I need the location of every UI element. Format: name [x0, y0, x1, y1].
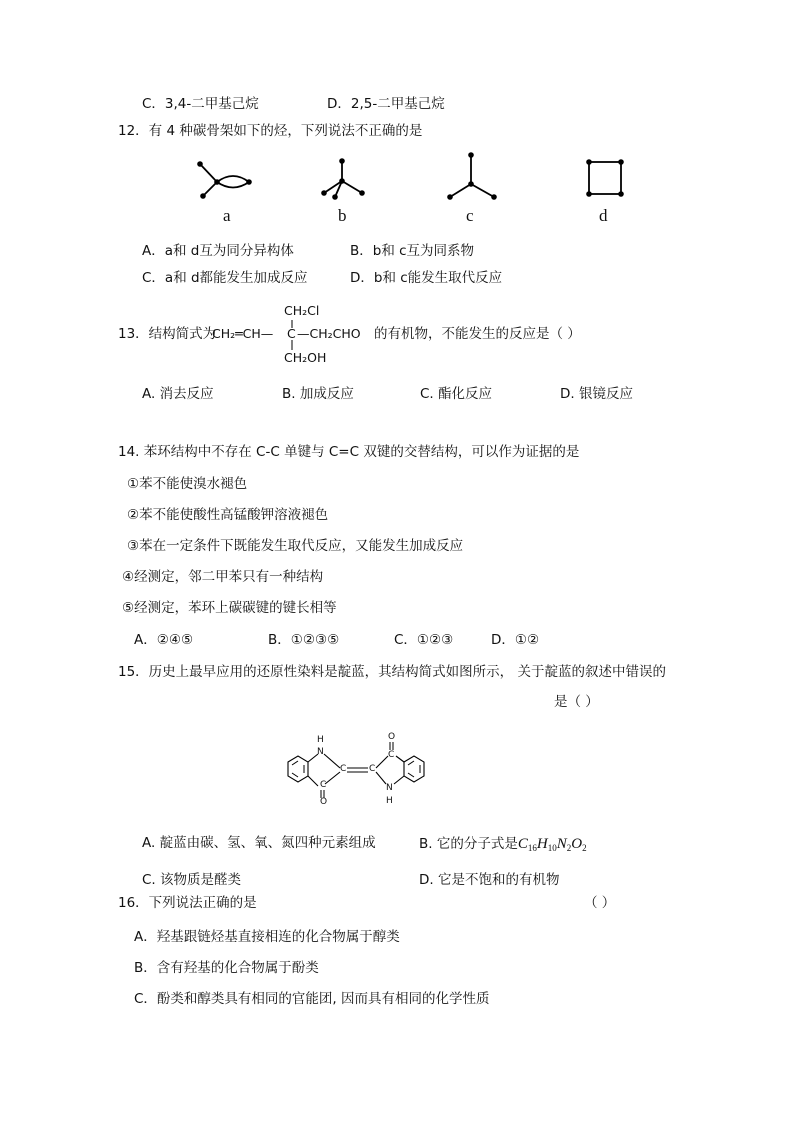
q15-molecular-formula: $C_{16}H_{10}N_2O_2$	[517, 836, 587, 853]
q12-option-d: D．b和 c能发生取代反应	[350, 270, 503, 286]
q16-answer-paren: （ ）	[584, 895, 616, 911]
q13-option-c: C. 酯化反应	[420, 386, 493, 402]
indigo-atom-o-bottom: O	[320, 797, 328, 807]
indigo-atom-h-top: H	[317, 735, 324, 745]
q13-option-d: D. 银镜反应	[560, 386, 633, 402]
skeleton-c-label: c	[466, 206, 474, 225]
q15-option-a: A. 靛蓝由碳、氢、氧、氮四种元素组成	[142, 835, 376, 851]
q15-option-b	[419, 837, 587, 853]
q13-option-a: A. 消去反应	[142, 386, 214, 402]
q14-option-b: B．①②③⑤	[268, 632, 340, 648]
indigo-atom-c-bottom-left: C	[320, 780, 327, 790]
q14-item-1: ①苯不能使溴水褪色	[127, 476, 248, 492]
q13-stem-suffix: 的有机物，不能发生的反应是（ ）	[374, 326, 581, 342]
skeleton-a	[195, 160, 255, 200]
q14-item-3: ③苯在一定条件下既能发生取代反应，又能发生加成反应	[127, 538, 464, 554]
skeleton-d	[584, 158, 628, 200]
q12-stem: 12．有 4 种碳骨架如下的烃，下列说法不正确的是	[118, 123, 423, 139]
q15-stem: 15．历史上最早应用的还原性染料是靛蓝，其结构简式如图所示， 关于靛蓝的叙述中错误的	[118, 664, 666, 680]
indigo-atom-o-top: O	[388, 732, 396, 742]
q11-option-c: C．3,4-二甲基己烷	[142, 96, 259, 112]
skeleton-d-label: d	[599, 206, 608, 225]
q14-item-4: ④经测定，邻二甲苯只有一种结构	[122, 569, 324, 585]
q16-option-b: B．含有羟基的化合物属于酚类	[134, 960, 319, 976]
indigo-structure	[278, 732, 438, 810]
q14-stem: 14. 苯环结构中不存在 C-C 单键与 C=C 双键的交替结构，可以作为证据的是	[118, 444, 580, 460]
q12-option-b: B．b和 c互为同系物	[350, 243, 475, 259]
skeleton-b-label: b	[338, 206, 347, 225]
q13-formula-main-right: —CH₂CHO	[297, 326, 361, 341]
q14-item-2: ②苯不能使酸性高锰酸钾溶液褪色	[127, 507, 329, 523]
q14-option-a: A．②④⑤	[134, 632, 194, 648]
q14-option-d: D．①②	[491, 632, 540, 648]
q13-formula-bottom: CH₂OH	[284, 350, 327, 365]
q16-option-c: C．酚类和醇类具有相同的官能团, 因而具有相同的化学性质	[134, 991, 490, 1007]
q14-item-5: ⑤经测定，苯环上碳碳键的键长相等	[122, 600, 337, 616]
q13-stem-prefix: 13．结构简式为	[118, 326, 217, 342]
q16-stem: 16．下列说法正确的是	[118, 895, 257, 911]
q12-option-a: A．a和 d互为同分异构体	[142, 243, 294, 259]
q15-option-d: D. 它是不饱和的有机物	[419, 872, 560, 888]
indigo-atom-n-bottom: N	[386, 783, 393, 793]
q16-option-a: A．羟基跟链烃基直接相连的化合物属于醇类	[134, 929, 400, 945]
indigo-atom-h-bottom: H	[386, 796, 393, 806]
q12-option-c: C．a和 d都能发生加成反应	[142, 270, 308, 286]
skeleton-c	[446, 150, 500, 202]
indigo-atom-c-right: C	[369, 764, 376, 774]
q13-formula-center: C	[287, 326, 296, 341]
q14-option-c: C．①②③	[394, 632, 454, 648]
q15-option-c: C. 该物质是醛类	[142, 872, 242, 888]
skeleton-a-label: a	[223, 206, 231, 225]
indigo-atom-c-top-right: C	[388, 750, 395, 760]
q13-option-b: B. 加成反应	[282, 386, 354, 402]
indigo-atom-c-left: C	[340, 764, 347, 774]
skeleton-b	[318, 155, 368, 201]
q13-formula-top: CH₂Cl	[284, 303, 320, 318]
indigo-atom-n-top: N	[317, 747, 324, 757]
q13-formula-main-left: CH₂═CH—	[212, 326, 274, 341]
q11-option-d: D．2,5-二甲基己烷	[327, 96, 445, 112]
q15-option-b-prefix: B. 它的分子式是	[419, 836, 518, 852]
q15-stem-cont: 是（ ）	[554, 694, 599, 710]
